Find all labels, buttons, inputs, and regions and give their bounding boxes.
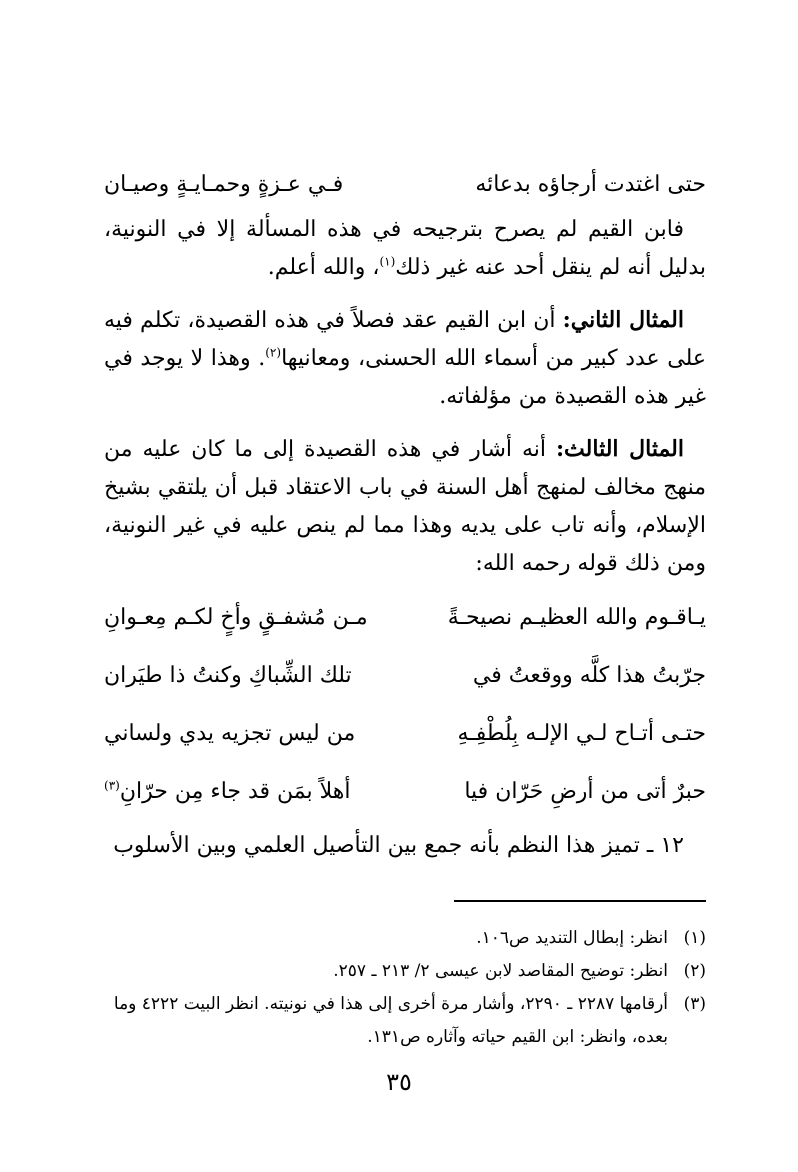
poem: [104, 589, 706, 821]
paragraph-text: أنه أشار في هذه القصيدة إلى ما كان عليه من منهج مخالف لمنهج أهل السنة في باب الاعتقاد قبل أن يلتقي بشيخ الإسلام، وأنه تاب على يديه وهذا مما لم ينص عليه في غير النونية، ومن ذلك قوله رحمه الله:: [104, 437, 706, 576]
paragraph-tail: . وهذا لا يوجد في غير هذه القصيدة من مؤلفاته.: [104, 346, 706, 409]
verse-hemistich-second: تلك الشِّباكِ وكنتُ ذا طيَران: [104, 663, 352, 688]
verse-hemistich-first: حتـى أتـاح لـي الإلـه بِلُطْفِـهِ: [457, 721, 706, 746]
paragraph-text: أن ابن القيم عقد فصلاً في هذه القصيدة، تكلم فيه على عدد كبير من أسماء الله الحسنى، ومعانيها: [104, 308, 706, 371]
verse-hemistich-first: حتى اغتدت أرجاؤه بدعائه: [475, 172, 706, 197]
footnote-number: (١): [683, 928, 706, 948]
footnote-text: انظر: إبطال التنديد ص١٠٦.: [476, 928, 668, 948]
verse-hemistich-first: حبرٌ أتى من أرضِ حَرّان فيا: [464, 779, 706, 804]
footnote-text: أرقامها ٢٢٨٧ ـ ٢٢٩٠، وأشار مرة أخرى إلى هذا في نونيته. انظر البيت ٤٢٢٢ وما بعده، وانظر: ابن القيم حياته وآثاره ص١٣١.: [113, 994, 668, 1047]
paragraph-1: [104, 211, 706, 287]
footnote-ref-3: (٣): [104, 778, 120, 793]
footnote-divider: [454, 900, 706, 902]
paragraph-2: [104, 301, 706, 416]
footnote-text: انظر: توضيح المقاصد لابن عيسى ٢/ ٢١٣ ـ ٢٥٧.: [333, 961, 668, 981]
paragraph-4: [104, 827, 706, 865]
poem-verse: [104, 647, 706, 705]
footnote: [104, 955, 706, 988]
verse-hemistich-second: من ليس تجزيه يدي ولساني: [104, 721, 356, 746]
footnote-ref-2: (٢): [265, 345, 282, 360]
page-body: [104, 165, 706, 865]
verse-hemistich-first: جرّبتُ هذا كلَّه ووقعتُ في: [472, 663, 706, 688]
verse-text: أهلاً بمَن قد جاء مِن حرّانِ: [119, 779, 351, 804]
footnote: [104, 922, 706, 955]
paragraph-3: [104, 430, 706, 583]
poem-verse: [104, 705, 706, 763]
opening-verse: [104, 165, 706, 205]
verse-hemistich-second: فـي عـزةٍ وحمـايـةٍ وصيـان: [104, 172, 344, 197]
paragraph-text: ١٢ ـ تميز هذا النظم بأنه جمع بين التأصيل العلمي وبين الأسلوب: [113, 833, 684, 858]
poem-verse: [104, 589, 706, 647]
footnote-ref-1: (١): [379, 254, 396, 269]
example-label: المثال الثاني:: [562, 307, 684, 333]
footnotes: [104, 922, 706, 1054]
paragraph-tail: ، والله أعلم.: [267, 255, 380, 280]
verse-hemistich-second: [104, 763, 350, 821]
example-label: المثال الثالث:: [555, 436, 684, 462]
footnote: [104, 988, 706, 1054]
footnote-number: (٣): [683, 994, 706, 1014]
footnote-number: (٢): [683, 961, 706, 981]
verse-hemistich-second: مـن مُشفـقٍ وأخٍ لكـم مِعـوانِ: [104, 605, 368, 630]
poem-verse: [104, 763, 706, 821]
verse-hemistich-first: يـاقـوم والله العظيـم نصيحـةً: [447, 605, 706, 630]
paragraph-text: فابن القيم لم يصرح بترجيحه في هذه المسألة إلا في النونية، بدليل أنه لم ينقل أحد عنه غير ذلك: [104, 217, 706, 280]
page-number: ٣٥: [386, 1068, 412, 1096]
